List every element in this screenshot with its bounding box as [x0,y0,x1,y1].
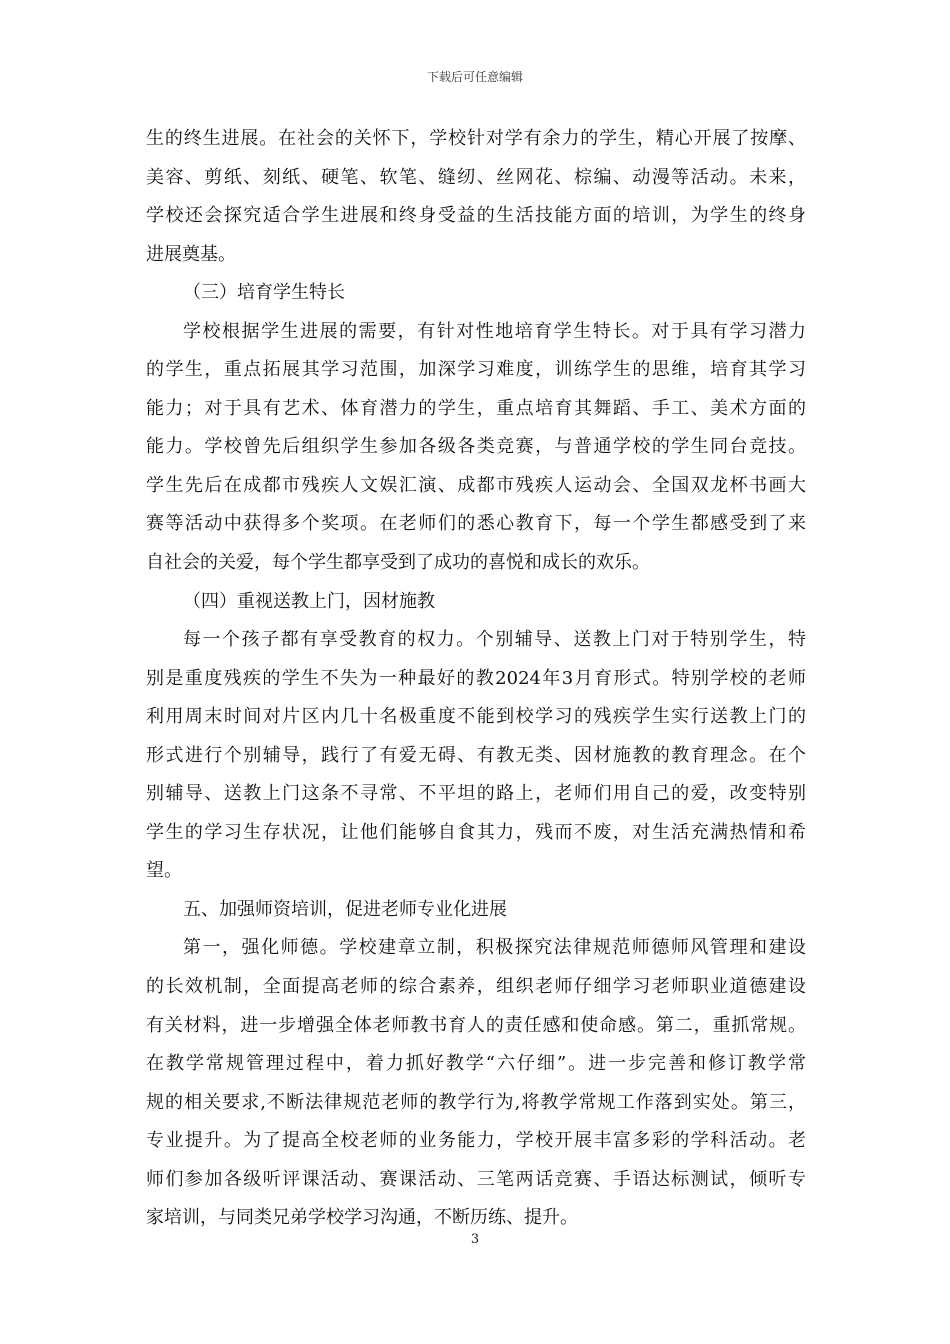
text-line: 师们参加各级听评课活动、赛课活动、三笔两话竞赛、手语达标测试，倾听专 [146,1168,806,1190]
text-line: 在教学常规管理过程中，着力抓好教学“六仔细”。进一步完善和修订教学常 [146,1053,806,1075]
text-line: 学校根据学生进展的需要，有针对性地培育学生特长。对于具有学习潜力 [183,320,806,342]
page-number: 3 [470,1232,480,1247]
text-line: 自社会的关爱，每个学生都享受到了成功的喜悦和成长的欢乐。 [146,552,650,574]
page-header: 下载后可任意编辑 [426,70,523,84]
text-line: 望。 [146,860,182,882]
text-line: 进展奠基。 [146,243,236,265]
text-line: 赛等活动中获得多个奖项。在老师们的悉心教育下，每一个学生都感受到了来 [146,513,806,535]
text-line: 利用周末时间对片区内几十名极重度不能到校学习的残疾学生实行送教上门的 [146,706,806,728]
text-line: 专业提升。为了提高全校老师的业务能力，学校开展丰富多彩的学科活动。老 [146,1130,806,1152]
text-line: 能力。学校曾先后组织学生参加各级各类竞赛，与普通学校的学生同台竞技。 [146,436,806,458]
text-line: 第一，强化师德。学校建章立制，积极探究法律规范师德师风管理和建设 [183,937,806,959]
text-line: 有关材料，进一步增强全体老师教书育人的责任感和使命感。第二，重抓常规。 [146,1014,806,1036]
text-line: 的长效机制，全面提高老师的综合素养，组织老师仔细学习老师职业道德建设 [146,976,806,998]
text-line: 家培训，与同类兄弟学校学习沟通，不断历练、提升。 [146,1207,578,1229]
text-line: 的学生，重点拓展其学习范围，加深学习难度，训练学生的思维，培育其学习 [146,359,806,381]
text-line: 每一个孩子都有享受教育的权力。个别辅导、送教上门对于特别学生，特 [183,629,806,651]
text-line: 形式进行个别辅导，践行了有爱无碍、有教无类、因材施教的教育理念。在个 [146,744,806,766]
text-line: 五、加强师资培训，促进老师专业化进展 [183,898,507,920]
text-line: 能力；对于具有艺术、体育潜力的学生，重点培育其舞蹈、手工、美术方面的 [146,397,806,419]
text-line: （三）培育学生特长 [183,282,345,304]
text-line: 别是重度残疾的学生不失为一种最好的教2024年3月育形式。特别学校的老师 [146,667,806,689]
text-line: （四）重视送教上门，因材施教 [183,590,435,612]
text-line: 美容、剪纸、刻纸、硬笔、软笔、缝纫、丝网花、棕编、动漫等活动。未来， [146,166,806,188]
text-line: 生的终生进展。在社会的关怀下，学校针对学有余力的学生，精心开展了按摩、 [146,128,806,149]
text-line: 别辅导、送教上门这条不寻常、不平坦的路上，老师们用自己的爱，改变特别 [146,783,806,805]
document-body [146,120,806,1238]
text-line: 学生的学习生存状况，让他们能够自食其力，残而不废，对生活充满热情和希 [146,821,806,843]
text-line: 规的相关要求,不断法律规范老师的教学行为,将教学常规工作落到实处。第三， [146,1091,806,1113]
text-line: 学校还会探究适合学生进展和终身受益的生活技能方面的培训，为学生的终身 [146,205,806,227]
text-line: 学生先后在成都市残疾人文娱汇演、成都市残疾人运动会、全国双龙杯书画大 [146,474,806,496]
